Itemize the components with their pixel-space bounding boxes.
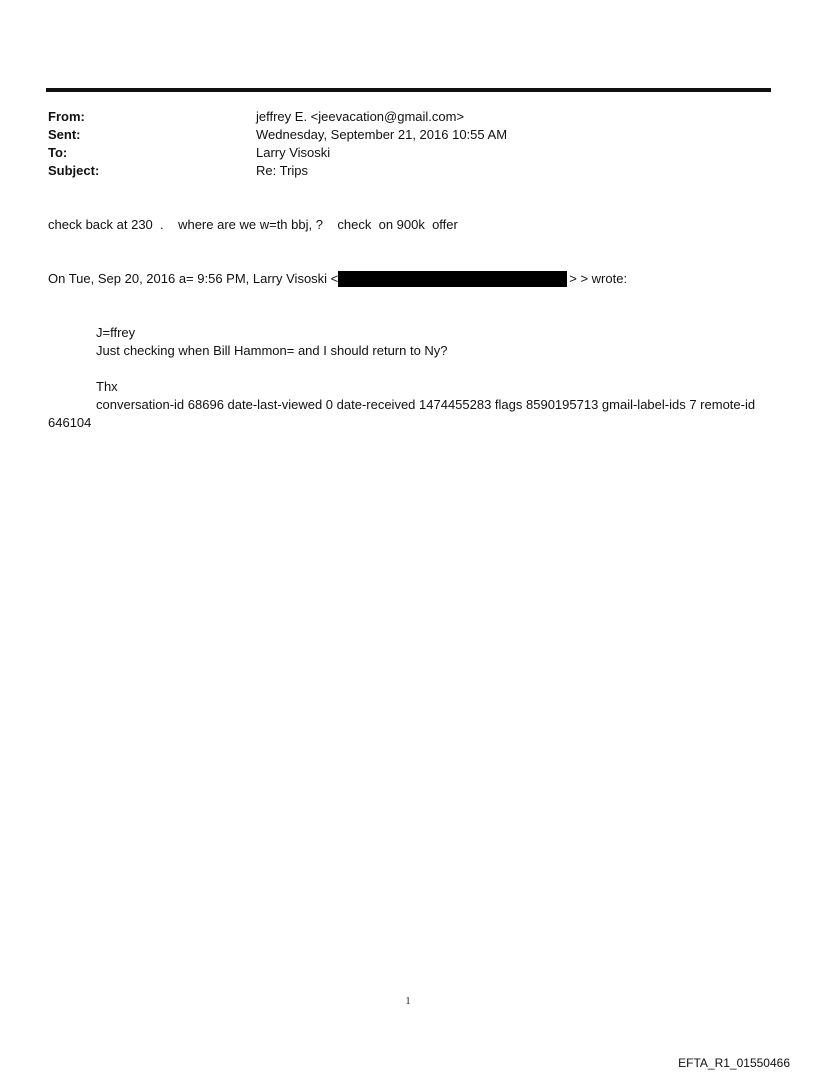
quoted-signoff: Thx (96, 379, 118, 394)
quote-intro-after: > > wrote: (569, 271, 628, 286)
to-label: To: (48, 145, 68, 160)
redaction-box (338, 271, 567, 287)
subject-value: Re: Trips (256, 163, 309, 178)
page-number: 1 (405, 996, 411, 1007)
document-id: EFTA_R1_01550466 (678, 1056, 790, 1070)
quoted-greeting: J=ffrey (96, 325, 136, 340)
to-row (48, 144, 748, 162)
sent-row (48, 126, 748, 144)
conversation-metadata: conversation-id 68696 date-last-viewed 0 date-received 1474455283 flags 8590195713 gmail-label-ids 7 remote-id 646104 (48, 397, 756, 430)
from-label: From: (48, 109, 85, 124)
sent-label: Sent: (48, 127, 81, 142)
subject-label: Subject: (48, 163, 100, 178)
to-value: Larry Visoski (256, 145, 331, 160)
from-value: jeffrey E. <jeevacation@gmail.com> (256, 109, 465, 124)
quoted-line: Just checking when Bill Hammon= and I should return to Ny? (96, 343, 448, 358)
spacer (48, 360, 772, 378)
subject-row (48, 162, 748, 180)
sent-value: Wednesday, September 21, 2016 10:55 AM (256, 127, 508, 142)
quoted-message (48, 324, 772, 432)
header-divider (46, 88, 771, 92)
from-row (48, 108, 748, 126)
email-header (48, 108, 748, 180)
quote-intro (48, 270, 627, 288)
quote-intro-before: On Tue, Sep 20, 2016 a= 9:56 PM, Larry Visoski < (48, 271, 339, 286)
message-body: check back at 230 . where are we w=th bbj, ? check on 900k offer (48, 217, 458, 232)
